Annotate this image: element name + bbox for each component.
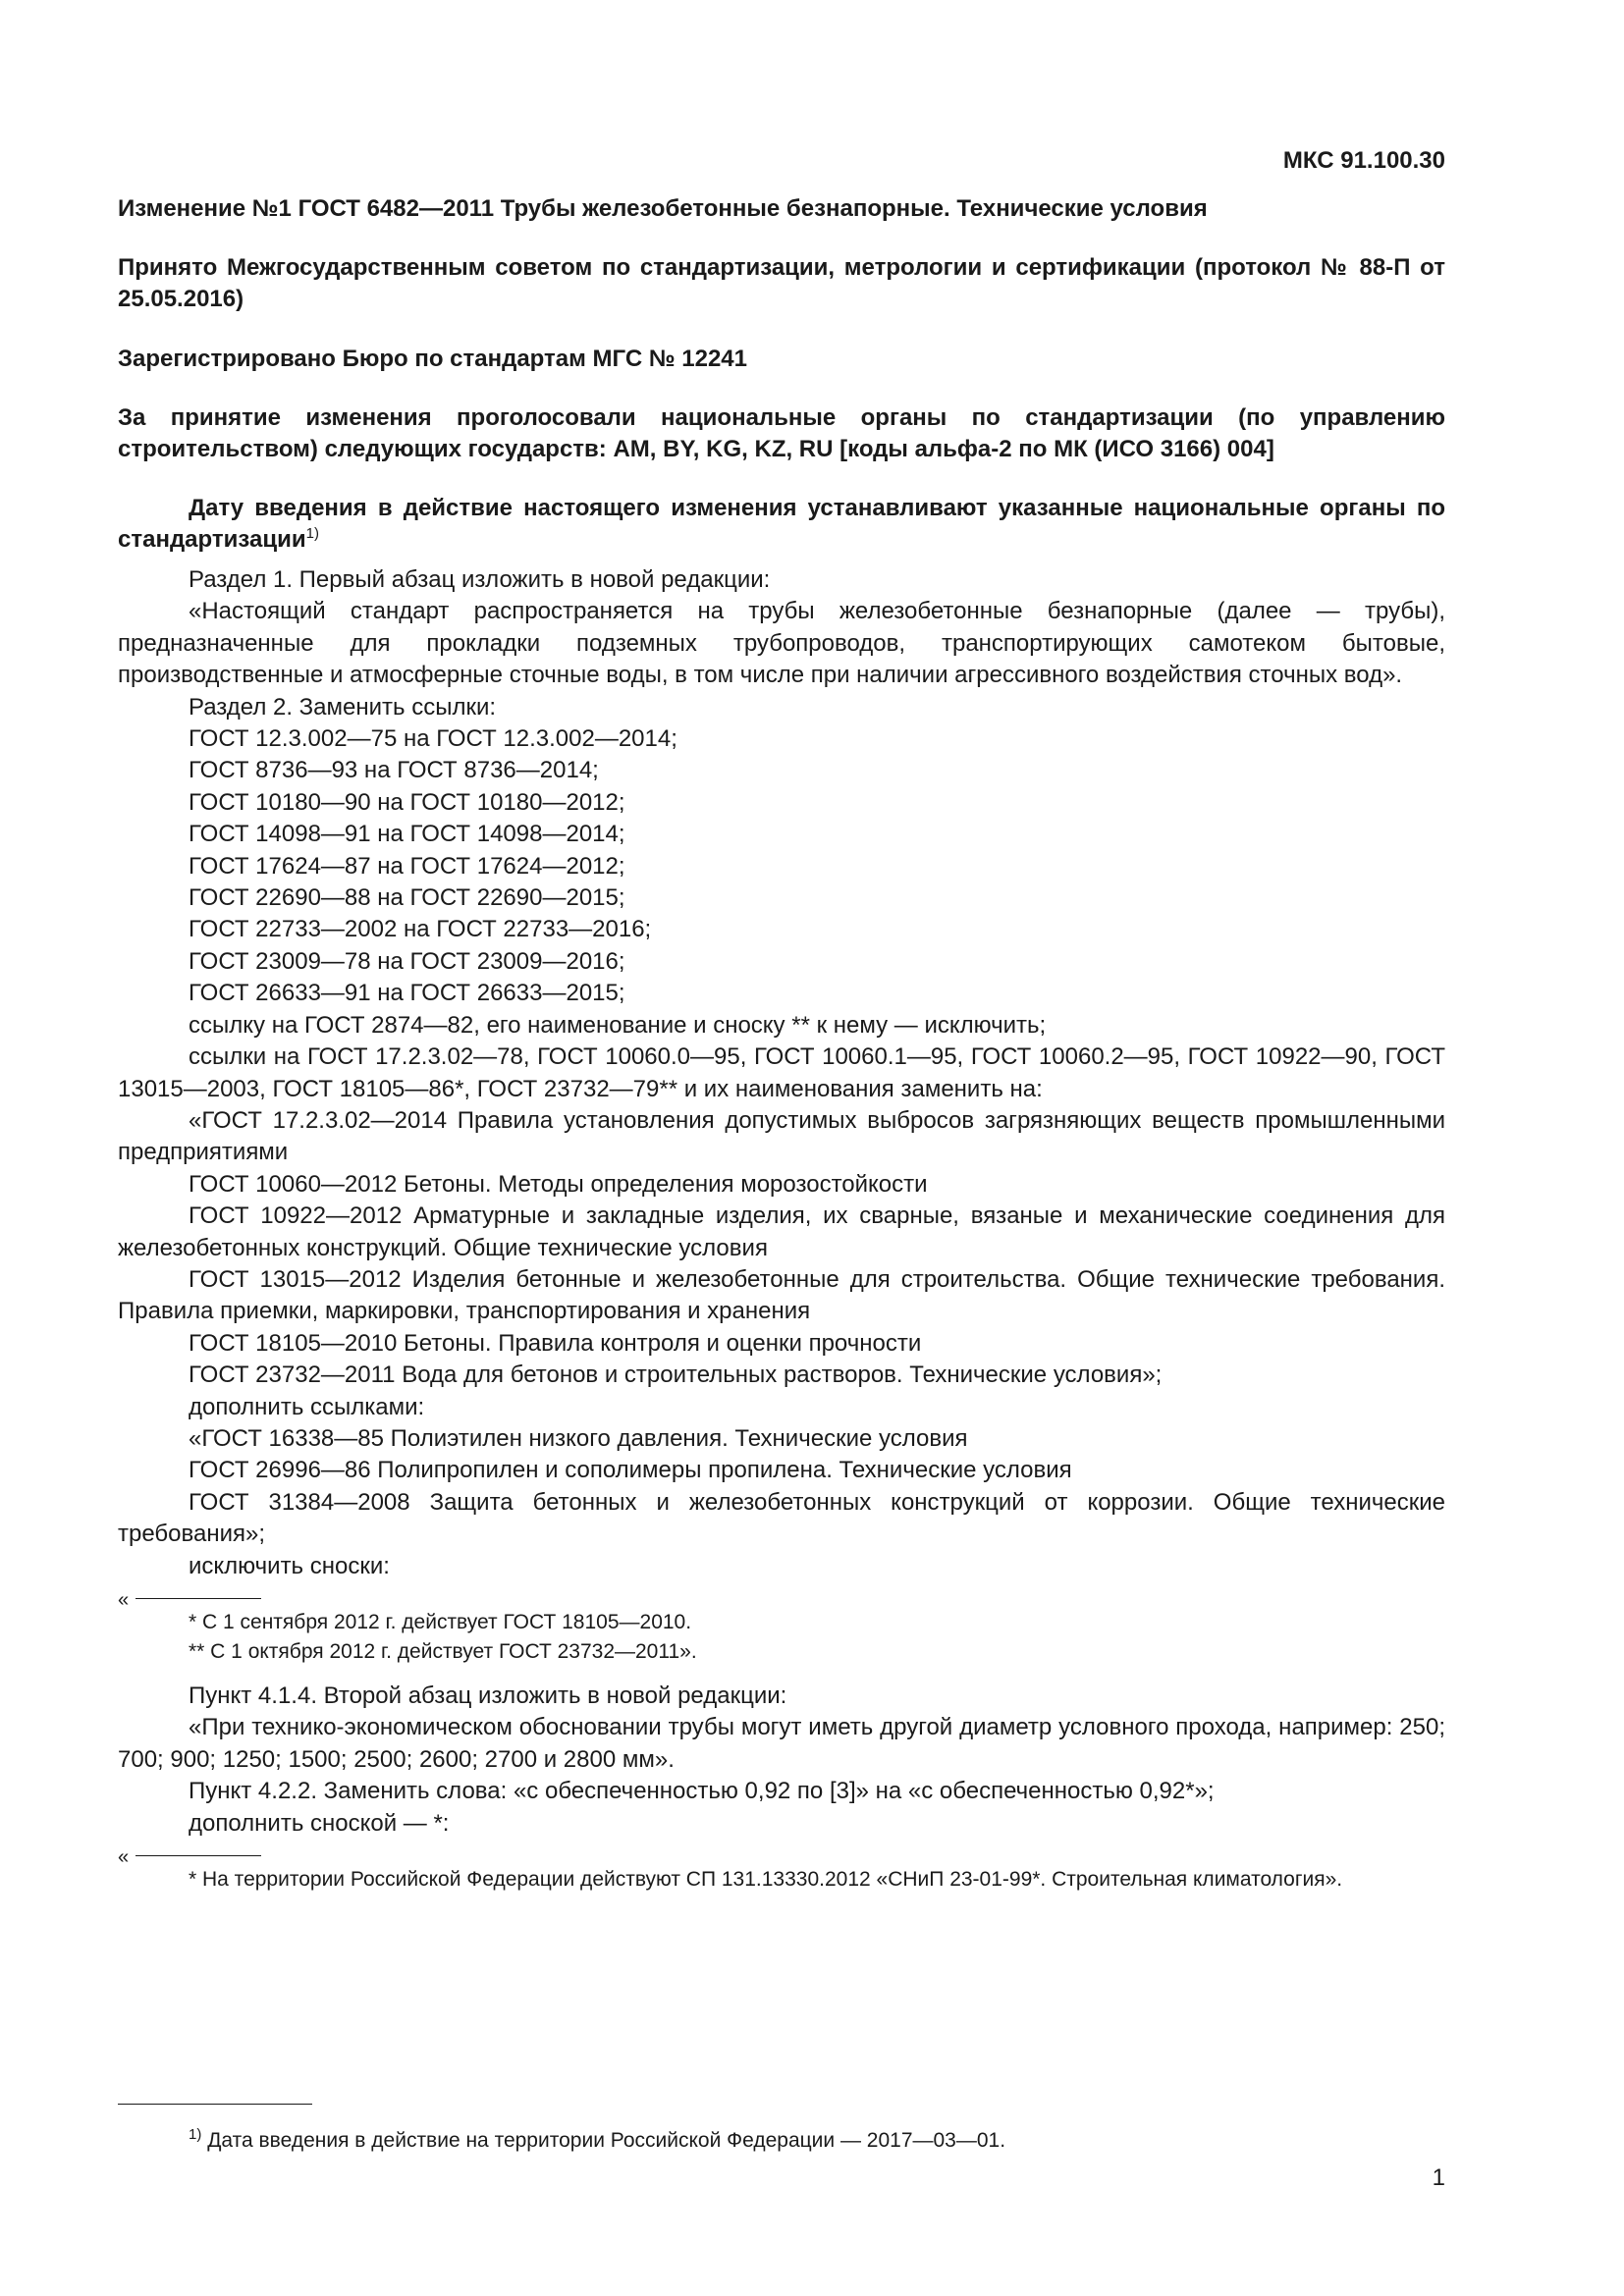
footnote-divider [118,2104,312,2105]
amendment-body [118,564,1445,2191]
effective-date-text: Дату введения в действие настоящего изменения устанавливают указанные национальные органы по стандартизации [118,495,1445,553]
paragraph: ГОСТ 10060—2012 Бетоны. Методы определения морозостойкости [189,1170,928,1198]
footnote-separator [118,1843,1445,1869]
footnote: * На территории Российской Федерации действуют СП 131.13330.2012 «СНиП 23-01-99*. Строительная климатология». [189,1868,1343,1892]
reference-item: ГОСТ 10180—90 на ГОСТ 10180—2012; [189,788,625,816]
footnote-text-row [118,2126,1445,2156]
mks-code: МКС 91.100.30 [1282,147,1445,174]
voting-statement: За принятие изменения проголосовали национальные органы по стандартизации (по управлению строительством) следующих государств: AM, BY, KG, KZ, RU [коды альфа-2 по МК (ИСО 3166) 004] [118,404,1445,462]
paragraph: ГОСТ 23732—2011 Вода для бетонов и строительных растворов. Технические условия»; [189,1362,1163,1389]
paragraph: Раздел 1. Первый абзац изложить в новой редакции: [189,566,771,593]
quoted-footnotes-removed [118,1586,1445,1667]
paragraph: ГОСТ 10922—2012 Арматурные и закладные изделия, их сварные, вязаные и механические соединения для железобетонных конструкций. Общие технические условия [118,1202,1445,1261]
page-footnote [118,2104,1445,2156]
footnote: * С 1 сентября 2012 г. действует ГОСТ 18105—2010. [189,1611,692,1633]
paragraph: ссылку на ГОСТ 2874—82, его наименование и сноску ** к нему — исключить; [189,1011,1047,1039]
quoted-footnote-added [118,1843,1445,1895]
footnote-separator [118,1586,1445,1611]
reference-item: ГОСТ 17624—87 на ГОСТ 17624—2012; [189,852,625,880]
paragraph: «При технико-экономическом обосновании трубы могут иметь другой диаметр условного прохода, например: 250; 700; 900; 1250; 1500; 2500; 2600; 2700 и 2800 мм». [118,1714,1445,1773]
effective-date-footnote-ref: 1) [305,525,319,542]
reference-item: ГОСТ 22690—88 на ГОСТ 22690—2015; [189,884,625,912]
reference-item: ГОСТ 26633—91 на ГОСТ 26633—2015; [189,980,625,1007]
paragraph: Пункт 4.1.4. Второй абзац изложить в новой редакции: [189,1682,787,1709]
page-number: 1 [1432,2164,1445,2191]
footnote-text: Дата введения в действие на территории Российской Федерации — 2017—03—01. [207,2129,1006,2152]
paragraph: исключить сноски: [189,1552,390,1579]
paragraph: ГОСТ 13015—2012 Изделия бетонные и железобетонные для строительства. Общие технические требования. Правила приемки, маркировки, транспортирования и хранения [118,1265,1445,1325]
paragraph: «ГОСТ 16338—85 Полиэтилен низкого давления. Технические условия [189,1424,968,1452]
open-quote: « [118,1846,130,1869]
footnote-marker: 1) [189,2126,202,2143]
reference-item: ГОСТ 8736—93 на ГОСТ 8736—2014; [189,757,599,784]
reference-item: ГОСТ 22733—2002 на ГОСТ 22733—2016; [189,916,652,943]
paragraph: ГОСТ 31384—2008 Защита бетонных и железобетонных конструкций от коррозии. Общие технические требования»; [118,1488,1445,1548]
paragraph: «Настоящий стандарт распространяется на трубы железобетонные безнапорные (далее — трубы), предназначенные для прокладки подземных трубопроводов, транспортирующих самотеком бытовые, производственные и атмосферные сточные воды, в том числе при наличии агрессивного воздействия сточных вод». [118,598,1445,689]
paragraph: дополнить ссылками: [189,1393,425,1420]
reference-item: ГОСТ 23009—78 на ГОСТ 23009—2016; [189,947,625,975]
amendment-title: Изменение №1 ГОСТ 6482—2011 Трубы железобетонные безнапорные. Технические условия [118,195,1208,222]
paragraph: ГОСТ 18105—2010 Бетоны. Правила контроля и оценки прочности [189,1329,922,1357]
registration-statement: Зарегистрировано Бюро по стандартам МГС № 12241 [118,346,747,372]
paragraph: Раздел 2. Заменить ссылки: [189,693,497,721]
paragraph: ГОСТ 26996—86 Полипропилен и сополимеры пропилена. Технические условия [189,1457,1072,1484]
paragraph: Пункт 4.2.2. Заменить слова: «с обеспеченностью 0,92 по [3]» на «с обеспеченностью 0,92*»; [189,1778,1215,1805]
adopted-statement: Принято Межгосударственным советом по стандартизации, метрологии и сертификации (протокол № 88-П от 25.05.2016) [118,254,1445,312]
open-quote: « [118,1589,130,1611]
paragraph: «ГОСТ 17.2.3.02—2014 Правила установления допустимых выбросов загрязняющих веществ промышленными предприятиями [118,1106,1445,1166]
reference-item: ГОСТ 14098—91 на ГОСТ 14098—2014; [189,821,625,848]
reference-item: ГОСТ 12.3.002—75 на ГОСТ 12.3.002—2014; [189,725,677,753]
footnote: ** С 1 октября 2012 г. действует ГОСТ 23732—2011». [189,1640,697,1663]
paragraph: ссылки на ГОСТ 17.2.3.02—78, ГОСТ 10060.0—95, ГОСТ 10060.1—95, ГОСТ 10060.2—95, ГОСТ 10922—90, ГОСТ 13015—2003, ГОСТ 18105—86*, ГОСТ 23732—79** и их наименования заменить на: [118,1043,1445,1102]
effective-date-statement [118,493,1445,556]
paragraph: дополнить сноской — *: [189,1809,450,1837]
